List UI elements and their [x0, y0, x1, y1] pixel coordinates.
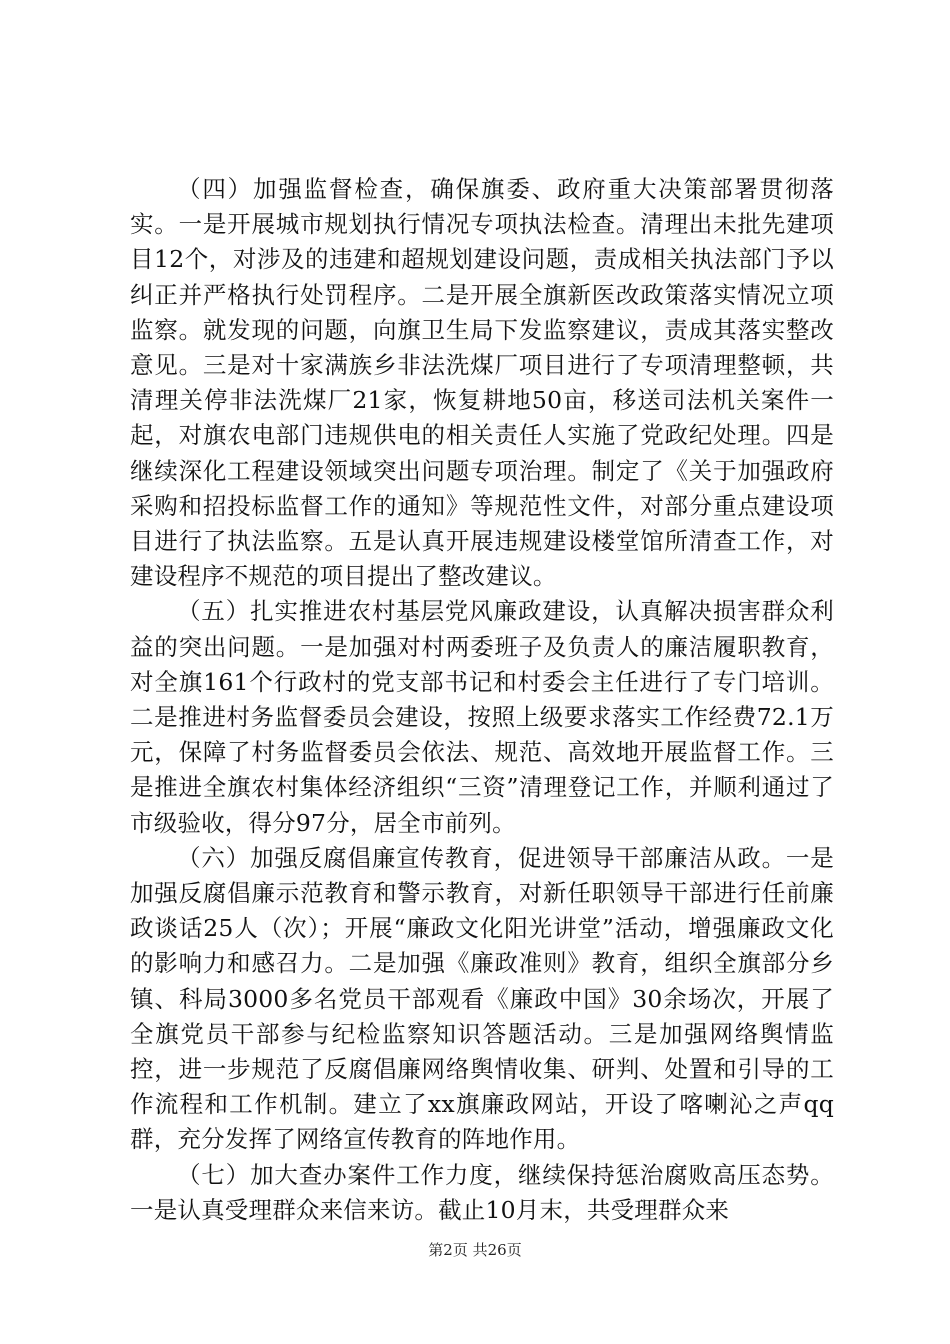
paragraph-7-case-handling: （七）加大查办案件工作力度，继续保持惩治腐败高压态势。一是认真受理群众来信来访。截止10月末，共受理群众来	[130, 1160, 834, 1224]
page-number-footer: 第2页 共26页	[428, 1241, 522, 1259]
paragraph-6-anti-corruption-education: （六）加强反腐倡廉宣传教育，促进领导干部廉洁从政。一是加强反腐倡廉示范教育和警示教育，对新任职领导干部进行任前廉政谈话25人（次）；开展“廉政文化阳光讲堂”活动，增强廉政文化的影响力和感召力。二是加强《廉政准则》教育，组织全旗部分乡镇、科局3000多名党员干部观看《廉政中国》30余场次，开展了全旗党员干部参与纪检监察知识答题活动。三是加强网络舆情监控，进一步规范了反腐倡廉网络舆情收集、研判、处置和引导的工作流程和工作机制。建立了xx旗廉政网站，开设了喀喇沁之声qq群，充分发挥了网络宣传教育的阵地作用。	[130, 843, 834, 1154]
paragraph-5-rural-party-conduct: （五）扎实推进农村基层党风廉政建设，认真解决损害群众利益的突出问题。一是加强对村两委班子及负责人的廉洁履职教育，对全旗161个行政村的党支部书记和村委会主任进行了专门培训。二是推进村务监督委员会建设，按照上级要求落实工作经费72.1万元，保障了村务监督委员会依法、规范、高效地开展监督工作。三是推进全旗农村集体经济组织“三资”清理登记工作，并顺利通过了市级验收，得分97分，居全市前列。	[130, 597, 834, 837]
paragraph-4-supervision: （四）加强监督检查，确保旗委、政府重大决策部署贯彻落实。一是开展城市规划执行情况专项执法检查。清理出未批先建项目12个，对涉及的违建和超规划建设问题，责成相关执法部门予以纠正并严格执行处罚程序。二是开展全旗新医改政策落实情况立项监察。就发现的问题，向旗卫生局下发监察建议，责成其落实整改意见。三是对十家满族乡非法洗煤厂项目进行了专项清理整顿，共清理关停非法洗煤厂21家，恢复耕地50亩，移送司法机关案件一起，对旗农电部门违规供电的相关责任人实施了党政纪处理。四是继续深化工程建设领域突出问题专项治理。制定了《关于加强政府采购和招投标监督工作的通知》等规范性文件，对部分重点建设项目进行了执法监察。五是认真开展违规建设楼堂馆所清查工作，对建设程序不规范的项目提出了整改建议。	[130, 175, 834, 591]
document-body	[130, 172, 834, 1228]
